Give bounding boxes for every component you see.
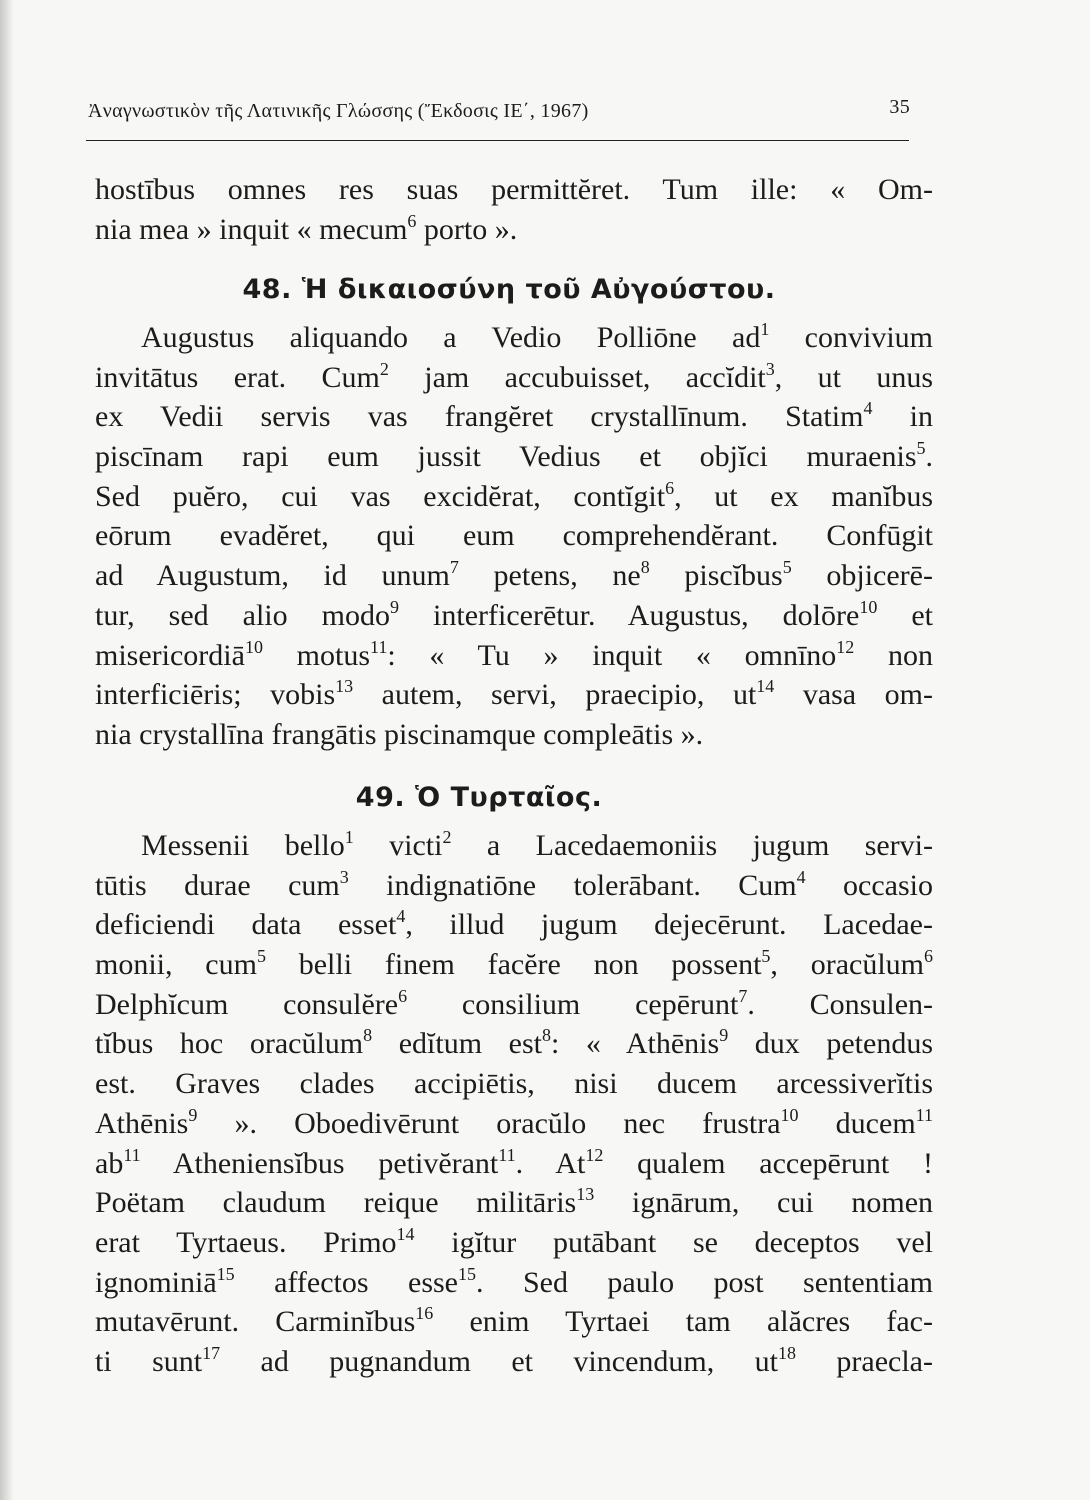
running-head (88, 96, 910, 132)
text-line: Athēnis$^9$ ». Oboedivērunt oracŭlo nec frustra$^{10}$ ducem$^{11}$ (95, 1104, 933, 1140)
section-number: 48. (242, 274, 292, 305)
page-number: 35 (889, 96, 910, 118)
text-line: Messenii bello$^1$ victi$^2$ a Lacedaemoniis jugum servi- (141, 827, 933, 862)
footnote-marker: 12 (836, 636, 855, 657)
section-title: Ὁ Τυρταῖος. (415, 782, 603, 813)
section-title: Ἡ δικαιοσύνη τοῦ Αὐγούστου. (301, 274, 776, 305)
text-line: monii, cum$^5$ belli finem facĕre non possent$^5$, oracŭlum$^6$ (95, 946, 933, 982)
text-line: Poëtam claudum reique militāris$^{13}$ ignārum, cui nomen (95, 1184, 934, 1220)
text-line: hostībus omnes res suas permittĕret. Tum ille: « Om- (95, 173, 933, 206)
section-number: 49. (355, 782, 406, 813)
footnote-marker: 11 (370, 636, 388, 657)
text-line: eōrum evadĕret, qui eum comprehendĕrant. Confūgit (95, 519, 933, 553)
text-line: tūtis durae cum$^3$ indignatiōne tolerābant. Cum$^4$ occasio (95, 866, 933, 902)
footnote-marker: 16 (415, 1303, 434, 1324)
footnote-marker: 9 (188, 1104, 198, 1125)
running-head-title: Ἀναγνωστικὸν τῆς Λατινικῆς Γλώσσης (Ἔκδοσις ΙΕ΄, 1967) (88, 100, 589, 122)
text-line: erat Tyrtaeus. Primo$^{14}$ igĭtur putābant se deceptos vel (95, 1223, 933, 1259)
footnote-marker: 6 (924, 946, 933, 967)
text-line: est. Graves clades accipiētis, nisi ducem arcessiverĭtis (95, 1067, 933, 1101)
footnote-marker: 8 (541, 1025, 551, 1046)
footnote-marker: 13 (335, 676, 354, 697)
footnote-marker: 6 (407, 210, 417, 231)
footnote-marker: 1 (760, 319, 770, 339)
footnote-marker: 6 (665, 477, 675, 498)
text-line: deficiendi data esset$^4$, illud jugum dejecērunt. Lacedae- (95, 906, 933, 942)
footnote-marker: 14 (396, 1223, 415, 1244)
footnote-marker: 2 (442, 827, 452, 847)
footnote-marker: 5 (916, 438, 926, 459)
footnote-marker: 9 (390, 596, 400, 617)
text-line: Augustus aliquando a Vedio Polliōne $ad^1$ convivium (141, 319, 934, 354)
text-line: ti sunt$^{17}$ ad pugnandum et vincendum, $ut^{18}$ praecla- (95, 1342, 933, 1378)
footnote-marker: 15 (457, 1263, 476, 1284)
footnote-marker: 7 (449, 557, 459, 578)
text-line: piscīnam rapi eum jussit Vedius et objĭci muraenis$^5$. (95, 438, 933, 474)
text-line: invitātus erat. Cum$^2$ jam accubuisset, accĭdit$^3$, ut unus (95, 358, 933, 394)
text-line: nia crystallīna frangātis piscinamque compleātis ». (95, 717, 704, 751)
footnote-marker: 5 (782, 557, 792, 578)
text-line: nia mea » inquit « mecum$^6$ porto ». (95, 210, 518, 246)
footnote-marker: 12 (585, 1144, 604, 1165)
footnote-marker: 17 (202, 1342, 221, 1363)
text-line: interficiēris; vobis$^{13}$ autem, servi, praecipio, $ut^{14}$ vasa om- (95, 676, 933, 712)
text-line: ex Vedii servis vas frangĕret crystallīnum. Statim$^4$ in (95, 398, 933, 434)
footnote-marker: 8 (363, 1025, 373, 1046)
footnote-marker: 10 (780, 1104, 799, 1125)
section-49 (95, 770, 933, 1382)
footnote-marker: 15 (216, 1263, 235, 1284)
footnote-marker: 3 (339, 866, 349, 887)
footnote-marker: 5 (256, 946, 266, 967)
footnote-marker: 7 (738, 985, 748, 1006)
text-line: mutavērunt. Carminĭbus$^{16}$ enim Tyrtaei tam alăcres fac- (95, 1303, 933, 1339)
footnote-marker: 18 (777, 1342, 796, 1363)
footnote-marker: 8 (640, 557, 650, 578)
footnote-marker: 9 (719, 1025, 729, 1046)
footnote-marker: 11 (915, 1104, 933, 1125)
footnote-marker: 13 (576, 1184, 595, 1205)
text-line: Sed puĕro, cui vas excidĕrat, contĭgit$^6$, ut ex manĭbus (95, 477, 933, 513)
footnote-marker: 10 (859, 596, 878, 617)
text-line: misericordiā$^{10}$ motus$^{11}$: « Tu » inquit « omnīno$^{12}$ non (95, 636, 933, 672)
header-rule (86, 140, 909, 141)
page-edge-shadow (0, 0, 14, 1500)
footnote-marker: 6 (398, 985, 408, 1006)
footnote-marker: 2 (379, 358, 389, 379)
footnote-marker: 11 (498, 1144, 516, 1165)
text-line: Delphĭcum consulĕre$^6$ consilium cepērunt$^7$. Consulen- (95, 985, 933, 1021)
footnote-marker: 3 (765, 358, 775, 379)
footnote-marker: 10 (244, 636, 263, 657)
section-heading-49 (95, 770, 933, 826)
footnote-marker: 14 (756, 676, 775, 697)
section-48 (95, 262, 933, 755)
footnote-marker: 5 (761, 946, 771, 967)
text-line: tur, sed alio modo$^9$ interficerētur. Augustus, dolōre$^{10}$ et (95, 596, 934, 632)
continued-passage (95, 170, 933, 249)
footnote-marker: 1 (344, 827, 354, 847)
section-heading-48 (95, 262, 933, 318)
text-line: tĭbus hoc oracŭlum$^8$ edĭtum est$^8$: « Athēnis$^9$ dux petendus (95, 1025, 934, 1061)
footnote-marker: 4 (796, 866, 806, 887)
footnote-marker: 11 (123, 1144, 141, 1165)
text-line: ad Augustum, id unum$^7$ petens, $ne^8$ piscĭbus$^5$ objicerē- (95, 557, 933, 593)
footnote-marker: 4 (863, 398, 873, 419)
footnote-marker: 4 (396, 906, 406, 927)
text-line: ignominiā$^{15}$ affectos esse$^{15}$. Sed paulo post sententiam (95, 1263, 934, 1299)
text-line: $ab^{11}$ Atheniensĭbus petivĕrant$^{11}$. At$^{12}$ qualem accepērunt ! (95, 1144, 933, 1180)
